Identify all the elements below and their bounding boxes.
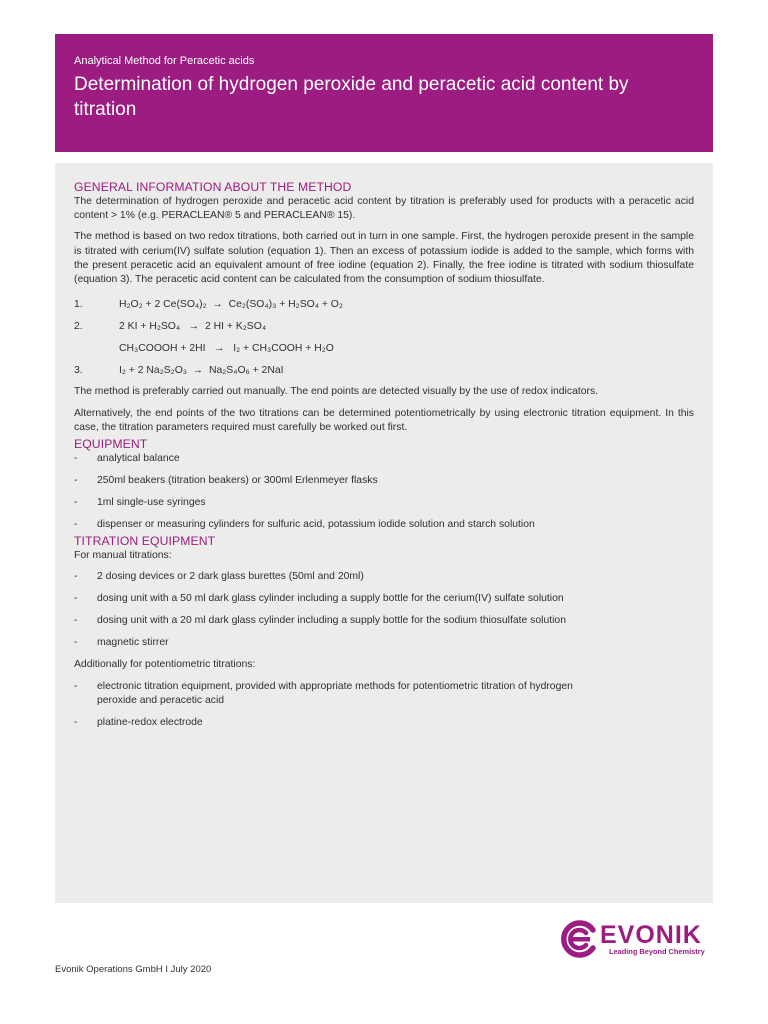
list-item-text: platine-redox electrode xyxy=(97,716,203,728)
general-paragraph-1: The determination of hydrogen peroxide and peracetic acid content by titration is preferably used for products with a peracetic acid content > 1% (e.g. PERACLEAN® 5 and PERACLEAN® 15). xyxy=(74,196,694,222)
list-item xyxy=(74,716,694,730)
list-dash: - xyxy=(74,615,78,627)
potentiometric-list xyxy=(74,680,694,730)
equation-row xyxy=(74,364,694,378)
list-item xyxy=(74,636,694,650)
list-item xyxy=(74,496,694,510)
list-item xyxy=(74,680,694,708)
list-item-text: dosing unit with a 20 ml dark glass cylinder including a supply bottle for the sodium thiosulfate solution xyxy=(97,615,566,627)
list-item xyxy=(74,452,694,466)
manual-titration-list xyxy=(74,570,694,650)
logo-wordmark: EVONIK xyxy=(600,921,702,949)
footer-text: Evonik Operations GmbH I July 2020 xyxy=(55,964,212,975)
document-title: Determination of hydrogen peroxide and peracetic acid content by titration xyxy=(74,74,629,120)
list-item-text: 2 dosing devices or 2 dark glass burettes (50ml and 20ml) xyxy=(97,571,364,583)
list-item xyxy=(74,592,694,606)
list-item xyxy=(74,518,694,532)
list-item xyxy=(74,474,694,488)
list-item-text: 1ml single-use syringes xyxy=(97,497,206,509)
evonik-logo-mark-icon xyxy=(560,920,598,958)
equipment-list xyxy=(74,452,694,532)
equation-formula: CH₃COOOH + 2HI → I₂ + CH₃COOH + H₂O xyxy=(119,342,334,354)
general-paragraph-4: Alternatively, the end points of the two titrations can be determined potentiometrically by using electronic titration equipment. In this case, the titration parameters required must carefully be worked out first. xyxy=(74,407,694,433)
general-paragraph-3: The method is preferably carried out manually. The end points are detected visually by the use of redox indicators. xyxy=(74,386,599,398)
list-item-text: analytical balance xyxy=(97,453,180,465)
list-dash: - xyxy=(74,453,78,465)
list-dash: - xyxy=(74,637,78,649)
manual-titrations-intro: For manual titrations: xyxy=(74,550,172,562)
list-dash: - xyxy=(74,475,78,487)
list-dash: - xyxy=(74,519,78,531)
equation-row xyxy=(74,320,694,334)
document-header xyxy=(55,34,713,152)
equation-number xyxy=(74,342,119,356)
equation-formula: I₂ + 2 Na₂S₂O₃ → Na₂S₄O₆ + 2NaI xyxy=(119,364,284,376)
list-dash: - xyxy=(74,680,78,692)
list-item-text: dosing unit with a 50 ml dark glass cylinder including a supply bottle for the cerium(IV) sulfate solution xyxy=(97,593,564,605)
list-item-text: magnetic stirrer xyxy=(97,637,169,649)
list-dash: - xyxy=(74,716,78,728)
list-item-text: dispenser or measuring cylinders for sulfuric acid, potassium iodide solution and starch solution xyxy=(97,519,535,531)
logo-tagline: Leading Beyond Chemistry xyxy=(609,947,705,956)
potentiometric-intro: Additionally for potentiometric titrations: xyxy=(74,659,256,671)
equation-row xyxy=(74,342,694,356)
list-item xyxy=(74,614,694,628)
list-dash: - xyxy=(74,571,78,583)
equation-number: 3. xyxy=(74,364,83,376)
titration-equipment-heading: TITRATION EQUIPMENT xyxy=(74,534,216,549)
equation-formula: 2 KI + H₂SO₄ → 2 HI + K₂SO₄ xyxy=(119,321,267,333)
equation-number: 1. xyxy=(74,299,83,311)
header-subtitle: Analytical Method for Peracetic acids xyxy=(74,55,255,67)
general-information-heading: GENERAL INFORMATION ABOUT THE METHOD xyxy=(74,180,352,194)
list-item xyxy=(74,570,694,584)
evonik-logo xyxy=(560,920,720,958)
content-panel xyxy=(55,163,713,903)
list-item-text: 250ml beakers (titration beakers) or 300ml Erlenmeyer flasks xyxy=(97,475,378,487)
general-paragraph-2: The method is based on two redox titrations, both carried out in turn in one sample. First, the hydrogen peroxide present in the sample is titrated with cerium(IV) sulfate solution (equation 1). Then an excess of potassium iodide is added to the sample, which forms with the present peracetic acid an equivalent amount of free iodine (equation 2). Finally, the free iodine is titrated with sodium thiosulfate (equation 3). The peracetic acid content can be calculated from the consumption of sodium thiosulfate. xyxy=(74,231,694,286)
equation-row xyxy=(74,298,694,312)
list-dash: - xyxy=(74,497,78,509)
equation-formula: H₂O₂ + 2 Ce(SO₄)₂ → Ce₂(SO₄)₃ + H₂SO₄ + O₂ xyxy=(119,299,343,311)
list-dash: - xyxy=(74,593,78,605)
list-item-text: electronic titration equipment, provided with appropriate methods for potentiometric titration of hydrogen peroxide and peracetic acid xyxy=(97,680,573,706)
equipment-heading: EQUIPMENT xyxy=(74,437,148,452)
equation-number: 2. xyxy=(74,321,83,333)
